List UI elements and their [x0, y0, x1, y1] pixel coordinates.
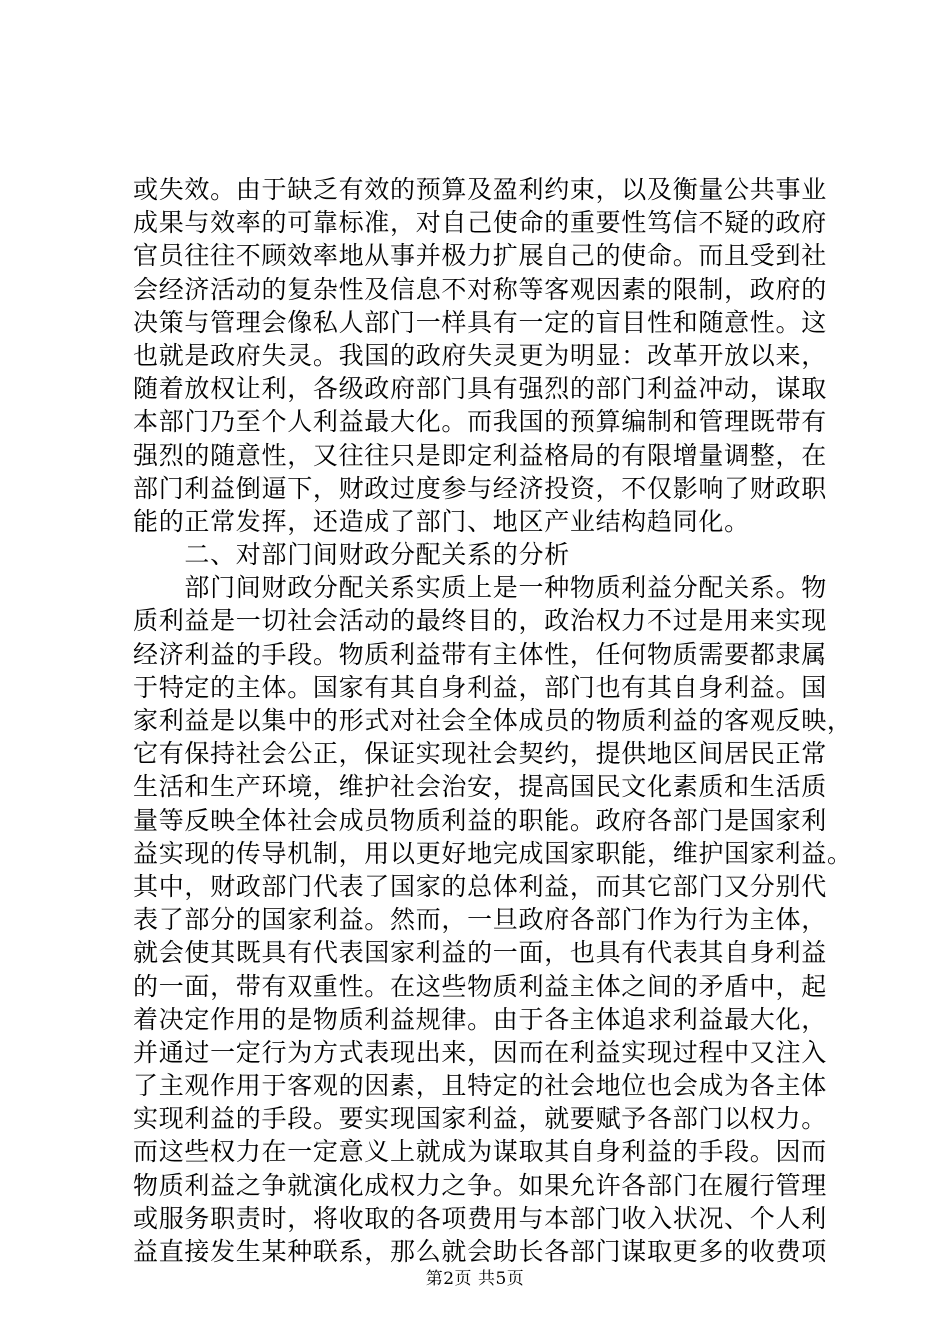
text-line: 而这些权力在一定意义上就成为谋取其自身利益的手段。因而 — [133, 1137, 827, 1167]
body-text — [133, 173, 853, 1268]
text-line: 成果与效率的可靠标准，对自己使命的重要性笃信不疑的政府 — [133, 208, 827, 238]
text-line: 其中，财政部门代表了国家的总体利益，而其它部门又分别代 — [133, 871, 827, 901]
text-line: 它有保持社会公正，保证实现社会契约，提供地区间居民正常 — [133, 739, 827, 769]
text-line: 部门利益倒逼下，财政过度参与经济投资，不仅影响了财政职 — [133, 473, 827, 503]
text-line: 官员往往不顾效率地从事并极力扩展自己的使命。而且受到社 — [133, 241, 827, 271]
text-line: 就会使其既具有代表国家利益的一面，也具有代表其自身利益 — [133, 938, 827, 968]
text-line: 或失效。由于缺乏有效的预算及盈利约束，以及衡量公共事业 — [133, 175, 827, 204]
text-line: 会经济活动的复杂性及信息不对称等客观因素的限制，政府的 — [133, 274, 827, 304]
text-line: 的一面，带有双重性。在这些物质利益主体之间的矛盾中，起 — [133, 971, 827, 1001]
text-line: 随着放权让利，各级政府部门具有强烈的部门利益冲动，谋取 — [133, 374, 827, 404]
section-heading: 二、对部门间财政分配关系的分析 — [133, 540, 570, 570]
text-line: 于特定的主体。国家有其自身利益，部门也有其自身利益。国 — [133, 672, 827, 702]
text-line: 经济利益的手段。物质利益带有主体性，任何物质需要都隶属 — [133, 639, 827, 669]
text-line: 并通过一定行为方式表现出来，因而在利益实现过程中又注入 — [133, 1037, 827, 1067]
text-line: 生活和生产环境，维护社会治安，提高国民文化素质和生活质 — [133, 772, 827, 802]
text-line: 质利益是一切社会活动的最终目的，政治权力不过是用来实现 — [133, 606, 827, 636]
text-line: 益实现的传导机制，用以更好地完成国家职能，维护国家利益。 — [133, 838, 853, 868]
text-line: 表了部分的国家利益。然而，一旦政府各部门作为行为主体， — [133, 905, 827, 935]
text-line: 强烈的随意性，又往往只是即定利益格局的有限增量调整，在 — [133, 440, 827, 470]
text-line: 量等反映全体社会成员物质利益的职能。政府各部门是国家利 — [133, 805, 827, 835]
text-line: 本部门乃至个人利益最大化。而我国的预算编制和管理既带有 — [133, 407, 827, 437]
text-line: 部门间财政分配关系实质上是一种物质利益分配关系。物 — [133, 573, 827, 603]
text-line: 也就是政府失灵。我国的政府失灵更为明显：改革开放以来， — [133, 340, 827, 370]
text-line: 决策与管理会像私人部门一样具有一定的盲目性和随意性。这 — [133, 307, 827, 337]
text-line: 能的正常发挥，还造成了部门、地区产业结构趋同化。 — [133, 506, 750, 536]
page-footer: 第2页 共5页 — [425, 1269, 525, 1289]
text-line: 或服务职责时，将收取的各项费用与本部门收入状况、个人利 — [133, 1203, 827, 1233]
text-line: 物质利益之争就演化成权力之争。如果允许各部门在履行管理 — [133, 1170, 827, 1200]
text-line: 了主观作用于客观的因素，且特定的社会地位也会成为各主体 — [133, 1071, 827, 1101]
text-line: 家利益是以集中的形式对社会全体成员的物质利益的客观反映， — [133, 706, 853, 735]
text-line: 实现利益的手段。要实现国家利益，就要赋予各部门以权力。 — [133, 1104, 827, 1134]
text-line: 着决定作用的是物质利益规律。由于各主体追求利益最大化， — [133, 1004, 827, 1034]
text-line: 益直接发生某种联系，那么就会助长各部门谋取更多的收费项 — [133, 1237, 827, 1266]
